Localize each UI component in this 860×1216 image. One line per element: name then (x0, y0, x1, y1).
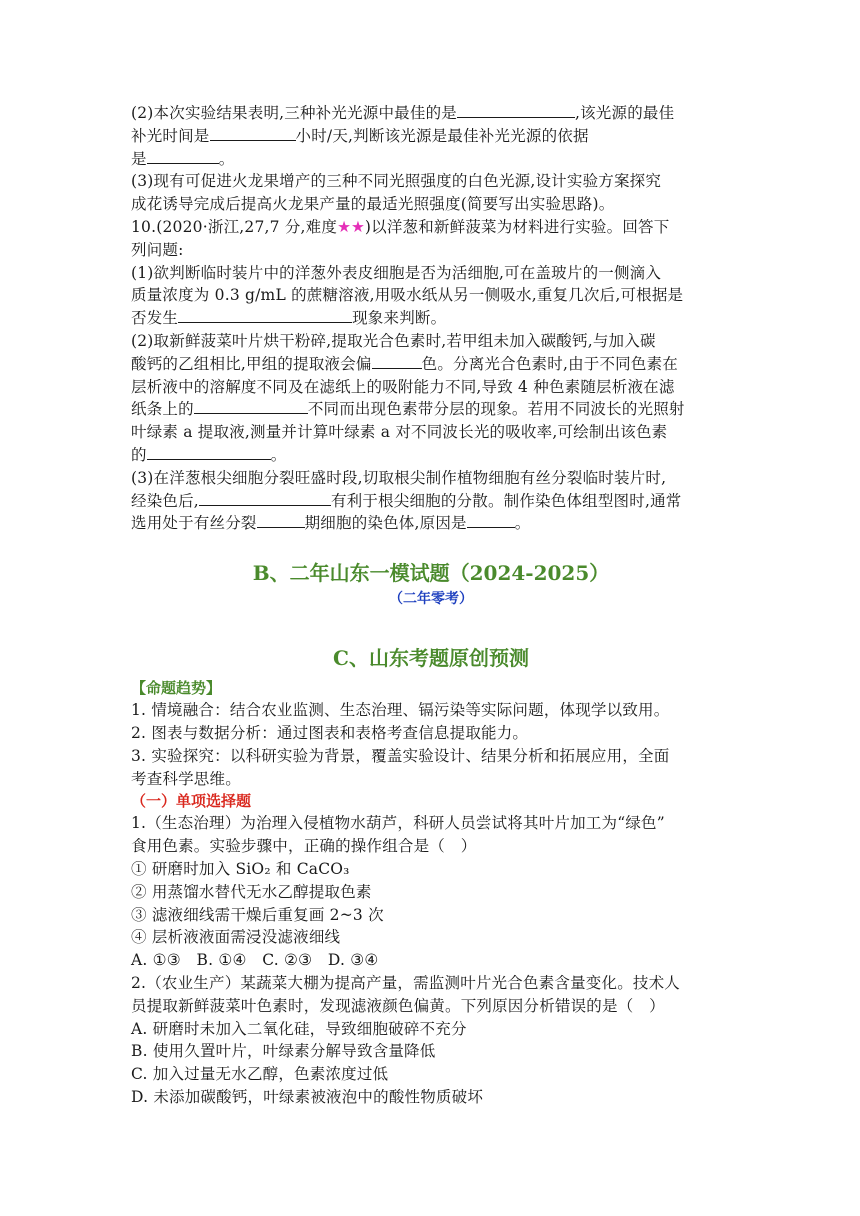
answer-blank[interactable] (147, 148, 219, 164)
answer-blank[interactable] (178, 307, 352, 323)
q2-option: C. 加入过量无水乙醇，色素浓度过低 (131, 1065, 389, 1084)
q1-item: ② 用蒸馏水替代无水乙醇提取色素 (131, 882, 372, 901)
q2-option: D. 未添加碳酸钙，叶绿素被液泡中的酸性物质破坏 (131, 1087, 484, 1106)
question-2: 2.（农业生产）某蔬菜大棚为提高产量，需监测叶片光合色素含量变化。技术人 员提取新鲜菠菜叶色素时，发现滤液颜色偏黄。下列原因分析错误的是（ ） (131, 973, 680, 1015)
q1-item: ③ 滤液细线需干燥后重复画 2~3 次 (131, 905, 384, 924)
answer-blank[interactable] (210, 125, 296, 141)
trend-label: 【命题趋势】 (131, 679, 222, 698)
q1-item: ④ 层析液液面需浸没滤液细线 (131, 928, 341, 947)
answer-blank[interactable] (467, 512, 515, 528)
q1-options: A. ①③ B. ①④ C. ②③ D. ③④ (131, 951, 379, 970)
section-b-subtitle: （二年零考） (389, 591, 473, 608)
question-1: 1.（生态治理）为治理入侵植物水葫芦，科研人员尝试将其叶片加工为“绿色” 食用色素。实验步骤中，正确的操作组合是（ ） (131, 814, 665, 856)
q10-part2: (2)取新鲜菠菜叶片烘干粉碎,提取光合色素时,若甲组未加入碳酸钙,与加入碳 酸钙的乙组相比,甲组的提取液会偏 色。分离光合色素时,由于不同色素在 层析液中的溶解度不同及在滤纸上的吸附能力不同,导致 4 种色素随层析液在滤 纸条上的 不同而出现色素带分层的现象。若用不同波长的光照射 叶绿素 a 提取液,测量并计算叶绿素 a 对不同波长光的吸收率,可绘制出该色素 的 。 (131, 331, 685, 464)
single-choice-heading: （一）单项选择题 (131, 792, 252, 811)
q1-item: ① 研磨时加入 SiO₂ 和 CaCO₃ (131, 859, 350, 878)
answer-blank[interactable] (199, 490, 331, 506)
answer-blank[interactable] (194, 398, 308, 414)
answer-blank[interactable] (147, 444, 271, 460)
trend-item: 1. 情境融合：结合农业监测、生态治理、镉污染等实际问题，体现学以致用。 (131, 701, 670, 720)
difficulty-star-icon: ★★ (337, 217, 365, 236)
answer-blank[interactable] (372, 353, 422, 369)
q10-part1: (1)欲判断临时装片中的洋葱外表皮细胞是否为活细胞,可在盖玻片的一侧滴入 质量浓度为 0.3 g/mL 的蔗糖溶液,用吸水纸从另一侧吸水,重复几次后,可根据是 否发生 现象来判断。 (131, 263, 684, 328)
section-b-title: B、二年山东一模试题（2024-2025） (252, 561, 610, 586)
q10-heading: 10.(2020·浙江,27,7 分,难度★★)以洋葱和新鲜菠菜为材料进行实验。回答下 列问题: (131, 217, 670, 259)
section-c-title: C、山东考题原创预测 (333, 646, 529, 671)
q10-part3: (3)在洋葱根尖细胞分裂旺盛时段,切取根尖制作植物细胞有丝分裂临时装片时, 经染色后, 有利于根尖细胞的分散。制作染色体组型图时,通常 选用处于有丝分裂 期细胞的染色体,原因是 。 (131, 468, 682, 533)
q2-option: B. 使用久置叶片，叶绿素分解导致含量降低 (131, 1042, 436, 1061)
q9-part2: (2)本次实验结果表明,三种补光光源中最佳的是 ,该光源的最佳 补光时间是 小时/天,判断该光源是最佳补光光源的依据 是 。 (131, 104, 675, 168)
trend-item: 2. 图表与数据分析：通过图表和表格考查信息提取能力。 (131, 723, 529, 742)
answer-blank[interactable] (457, 102, 575, 118)
document-page (131, 102, 731, 1109)
trend-item: 3. 实验探究：以科研实验为背景，覆盖实验设计、结果分析和拓展应用，全面 考查科学思维。 (131, 746, 670, 788)
q9-part3: (3)现有可促进火龙果增产的三种不同光照强度的白色光源,设计实验方案探究 成花诱导完成后提高火龙果产量的最适光照强度(简要写出实验思路)。 (131, 172, 662, 214)
answer-blank[interactable] (257, 512, 305, 528)
q2-option: A. 研磨时未加入二氧化硅，导致细胞破碎不充分 (131, 1019, 467, 1038)
